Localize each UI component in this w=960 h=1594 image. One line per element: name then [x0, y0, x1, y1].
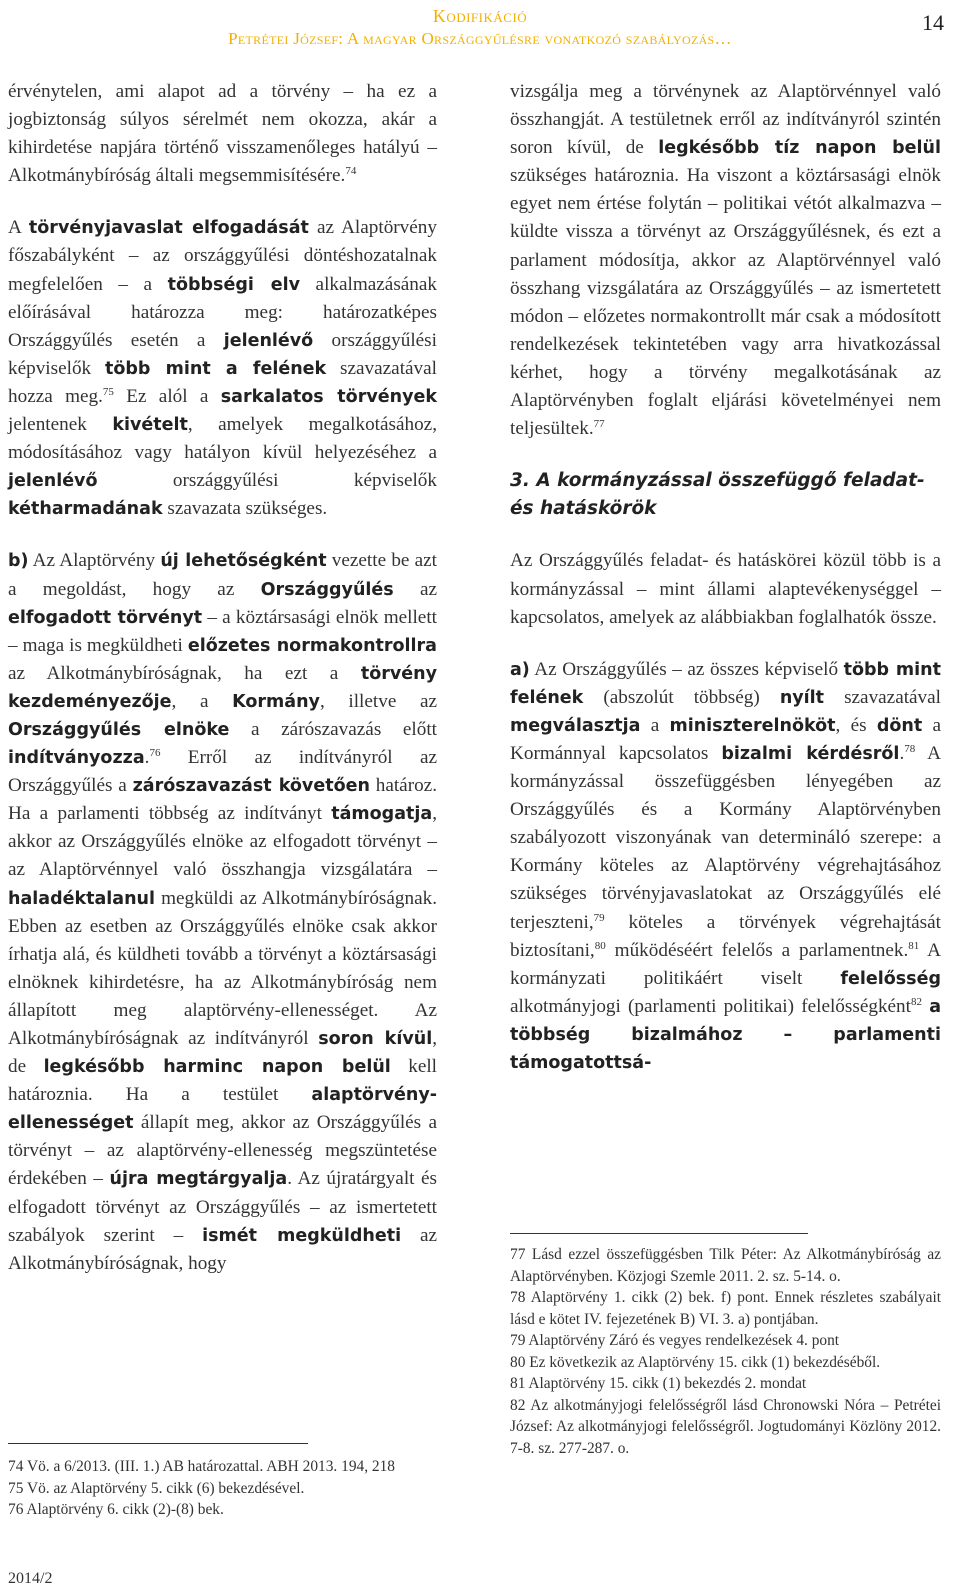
- footnote: 80 Ez következik az Alaptörvény 15. cikk (1) bekezdéséből.: [510, 1353, 881, 1371]
- section-heading: [510, 467, 941, 523]
- footnotes-right: [510, 1244, 941, 1459]
- footnote: 79 Alaptörvény Záró és vegyes rendelkezések 4. pont: [510, 1332, 840, 1349]
- text: kell határoznia. Ha a testület: [8, 1056, 437, 1106]
- text: . Az újratárgyalt és elfogadott törvényt az Országgyűlés – az ismertetett szabályok szerint –: [8, 1168, 437, 1246]
- text: alkalmazásának előírásával határozza meg: határozatképes Országgyűlés esetén a: [8, 273, 438, 351]
- right-paragraph-1: [510, 78, 941, 443]
- item-letter: b): [8, 551, 29, 572]
- text: .: [144, 747, 150, 769]
- page-header: [0, 0, 960, 60]
- text: szavazatával: [824, 686, 941, 708]
- footnote-ref-78: 78: [904, 742, 916, 755]
- text: Ez alól a: [113, 385, 221, 407]
- item-letter: a): [510, 659, 530, 680]
- emphasis: legkésőbb harminc napon belül: [43, 1057, 391, 1078]
- emphasis: támogatja: [331, 804, 433, 825]
- text: Az Országgyűlés – az összes képviselő: [529, 658, 844, 680]
- emphasis: törvény kezdeményezője: [8, 663, 437, 712]
- text: A kormányzással összefüggésben lényegében az Országgyűlés és a Kormány Alaptörvényben szabályozott viszonyának van determináló szerepe: a Kormány köteles az Alaptörvény végrehajtásához szükséges törvényjavaslatokat az Országgyűlés elé terjeszteni,: [510, 742, 941, 933]
- emphasis: miniszterelnököt: [669, 715, 836, 736]
- footnote: 75 Vö. az Alaptörvény 5. cikk (6) bekezdésével.: [8, 1479, 305, 1497]
- text: – a köztársasági elnök mellett – maga is megküldheti: [8, 606, 437, 656]
- footnote-ref-74: 74: [345, 165, 357, 178]
- running-title: Petrétei József: A magyar Országgyűlésre vonatkozó szabályozás…: [228, 29, 732, 48]
- emphasis: jelenlévő: [8, 471, 98, 492]
- text: A: [8, 217, 29, 239]
- right-paragraph-3: [510, 656, 941, 1077]
- text: vezette be azt a megoldást, hogy az: [8, 550, 438, 600]
- footnote-divider: [510, 1233, 808, 1234]
- text: , de: [8, 1028, 437, 1078]
- emphasis: sarkalatos törvények: [220, 386, 437, 407]
- emphasis: bizalmi kérdésről: [721, 743, 900, 764]
- text: országgyűlési képviselők: [97, 470, 437, 492]
- emphasis: a többség bizalmához – parlamenti támogatottsá-: [510, 996, 941, 1073]
- text: a Kormánnyal kapcsolatos: [510, 714, 941, 764]
- left-paragraph-3: [8, 547, 437, 1277]
- emphasis: soron kívül: [318, 1029, 433, 1049]
- footnote-ref-76: 76: [149, 747, 161, 760]
- emphasis: zárószavazást követően: [132, 776, 370, 797]
- footnote: 78 Alaptörvény 1. cikk (2) bek. f) pont. Ennek részletes szabályait lásd e kötet IV. fejezetének B) VI. 3. a) pontjában.: [510, 1289, 941, 1328]
- footnote: 76 Alaptörvény 6. cikk (2)-(8) bek.: [8, 1501, 224, 1518]
- footnotes-left: [8, 1456, 437, 1521]
- left-paragraph-1: [8, 78, 437, 190]
- text: szükséges határoznia. Ha viszont a köztársasági elnök egyet nem értése folytán – politikai vétót alkalmazva – küldte vissza a törvényt az Országgyűlésnek, és ezt a parlament módosítja, akkor az Alaptörvénnyel való összhang vizsgálatára az Országgyűlés – az ismertetett módon – előzetes normakontrollt már csak a módosított rendelkezések tekintetében vagy arra hivatkozással kérhet, hogy a törvény megalkotásának az Alaptörvényben foglalt eljárási követelményei nem teljesültek.: [510, 165, 941, 440]
- left-paragraph-2: [8, 214, 437, 523]
- text: A kormányzati politikáért viselt: [510, 939, 941, 989]
- emphasis: több mint felének: [510, 659, 941, 708]
- footnote-ref-80: 80: [594, 939, 606, 952]
- emphasis: jelenlévő: [223, 330, 314, 351]
- text: , akkor az Országgyűlés elnöke az elfogadott törvényt – az Alaptörvénnyel való összhangja vizsgálatára –: [8, 803, 437, 881]
- text: az Alaptörvény főszabályként – az országgyűlési döntéshozatalnak megfelelően – a: [8, 217, 437, 295]
- text: vizsgálja meg a törvénynek az Alaptörvénnyel való összhangját. A testületnek erről az indítványról szintén soron kívül, de: [510, 81, 941, 159]
- text: a: [640, 714, 670, 736]
- text: az Alkotmánybíróságnak, ha ezt a: [8, 662, 361, 684]
- emphasis: Országgyűlés: [260, 579, 394, 600]
- text: köteles a törvények végrehajtását biztosítani,: [510, 911, 941, 961]
- page-number: 14: [922, 10, 944, 35]
- emphasis: ismét megküldheti: [202, 1225, 402, 1246]
- emphasis: Országgyűlés elnöke: [8, 719, 230, 740]
- emphasis: megválasztja: [510, 715, 641, 736]
- text: Az Alaptörvény: [28, 550, 161, 572]
- emphasis: több mint a felének: [105, 358, 327, 379]
- text: állapít meg, akkor az Országgyűlés a törvényt – az alaptörvény-ellenesség megszüntetése érdekében –: [8, 1112, 437, 1190]
- text: .: [899, 742, 905, 764]
- text: országgyűlési képviselők: [8, 329, 437, 379]
- emphasis: felelősség: [840, 968, 941, 989]
- text: szavazata szükséges.: [162, 498, 328, 520]
- footnote-ref-79: 79: [593, 911, 605, 924]
- footnote-ref-81: 81: [908, 939, 920, 952]
- text: (abszolút többség): [583, 686, 780, 708]
- text: , és: [835, 714, 877, 736]
- text: az: [393, 578, 437, 600]
- text: alkotmányjogi (parlamenti politikai) felelősségként: [510, 995, 911, 1017]
- footnote: 77 Lásd ezzel összefüggésben Tilk Péter: Az Alkotmánybíróság az Alaptörvényben. Közjogi Szemle 2011. 2. sz. 5-14. o.: [510, 1246, 941, 1285]
- footnote: 74 Vö. a 6/2013. (III. 1.) AB határozattal. ABH 2013. 194, 218: [8, 1458, 395, 1475]
- text: , a: [171, 690, 233, 712]
- emphasis: indítványozza: [8, 748, 145, 769]
- emphasis: legkésőbb tíz napon belül: [658, 138, 941, 159]
- footnote: 82 Az alkotmányjogi felelősségről lásd Chronowski Nóra – Petrétei József: Az alkotmányjogi felelősségről. Jogtudományi Közlöny 2012. 7-8. sz. 277-287. o.: [510, 1396, 941, 1457]
- right-column: [510, 78, 941, 1077]
- emphasis: többségi elv: [167, 274, 300, 295]
- emphasis: kétharmadának: [8, 499, 163, 520]
- emphasis: új lehetőségként: [160, 551, 327, 572]
- emphasis: Kormány: [232, 691, 320, 712]
- journal-title: Kodifikáció: [432, 6, 528, 26]
- emphasis: alaptörvény-ellenességet: [8, 1085, 437, 1134]
- emphasis: dönt: [876, 715, 923, 736]
- text: , illetve az: [319, 690, 437, 712]
- text: megküldi az Alkotmánybíróságnak. Ebben az esetben az Országgyűlés elnöke csak akkor írhatja alá, és küldheti tovább a törvényt a köztársasági elnöknek kihirdetésre, ha az Alkotmánybíróság nem állapított meg alaptörvény-ellenességet. Az Alkotmánybíróságnak az indítványról: [8, 887, 437, 1049]
- text: szavazatával hozza meg.: [8, 357, 437, 407]
- text: érvénytelen, ami alapot ad a törvény – ha ez a jogbiztonság súlyos sérelmét nem okozza, akár a kihirdetése napjára történő visszamenőleges hatályú – Alkotmánybíróság általi megsemmisítésére.: [8, 81, 437, 187]
- emphasis: törvényjavaslat elfogadását: [28, 218, 309, 239]
- footnote-ref-82: 82: [910, 995, 922, 1008]
- footnote-ref-75: 75: [102, 385, 114, 398]
- issue-label: 2014/2: [8, 1570, 53, 1587]
- text: működéséért felelős a parlamentnek.: [605, 939, 909, 961]
- emphasis: újra megtárgyalja: [109, 1169, 288, 1190]
- text: a zárószavazás előtt: [229, 718, 437, 740]
- right-paragraph-2: Az Országgyűlés feladat- és hatáskörei közül több is a kormányzással – mint állami alaptevékenységgel – kapcsolatos, amelyek az alábbiakban foglalhatók össze.: [510, 550, 941, 628]
- left-column: [8, 78, 437, 1278]
- section-title: 3. A kormányzással összefüggő feladat- és hatáskörök: [510, 470, 925, 520]
- emphasis: előzetes normakontrollra: [187, 635, 437, 656]
- text: az Alkotmánybíróságnak, hogy: [8, 1224, 437, 1274]
- text: jelentenek: [8, 414, 113, 436]
- emphasis: kivételt: [112, 415, 188, 436]
- footnote-divider: [8, 1443, 308, 1444]
- emphasis: nyílt: [779, 687, 825, 708]
- footnote-ref-77: 77: [593, 418, 605, 431]
- footnote: 81 Alaptörvény 15. cikk (1) bekezdés 2. mondat: [510, 1375, 807, 1392]
- text: határoz. Ha a parlamenti többség az indítványt: [8, 775, 437, 825]
- emphasis: elfogadott törvényt: [8, 607, 203, 628]
- emphasis: haladéktalanul: [8, 888, 156, 909]
- text: Erről az indítványról az Országgyűlés a: [8, 747, 437, 797]
- text: , amelyek megalkotásához, módosításához vagy hatályon kívül helyezéséhez a: [8, 414, 437, 464]
